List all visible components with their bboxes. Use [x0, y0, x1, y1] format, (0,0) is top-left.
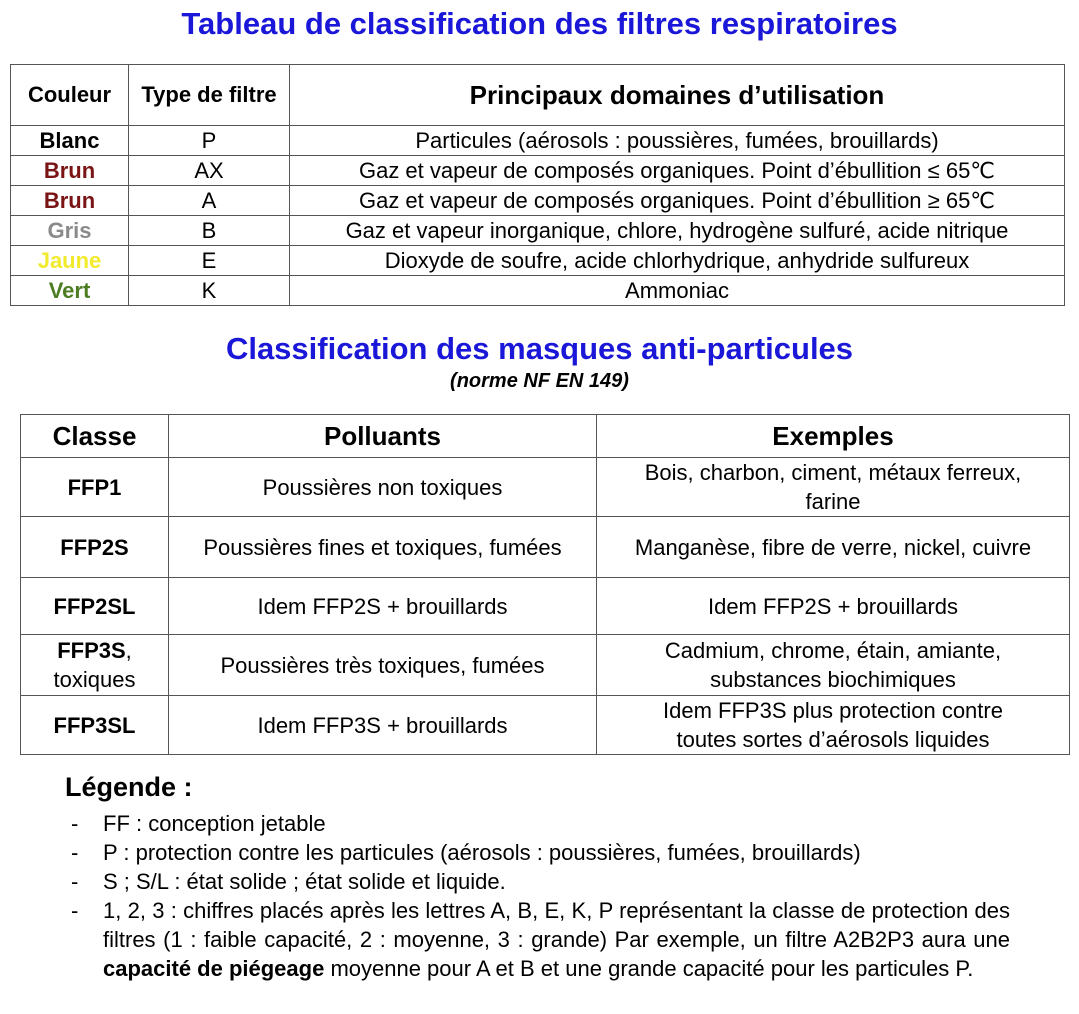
header-color: Couleur: [11, 65, 129, 126]
legend: [65, 772, 1010, 983]
mask-classification-table: [20, 414, 1070, 755]
filter-type: P: [129, 126, 290, 156]
mask-class: [21, 517, 169, 578]
filter-type: AX: [129, 156, 290, 186]
legend-dash: -: [71, 869, 79, 894]
table-row: [21, 635, 1070, 696]
mask-examples: [597, 458, 1070, 517]
filter-color: Brun: [11, 156, 129, 186]
mask-examples-line: Manganèse, fibre de verre, nickel, cuivre: [634, 534, 1032, 560]
section-subtitle: (norme NF EN 149): [450, 370, 629, 392]
legend-list: [65, 809, 1010, 983]
main-title: Tableau de classification des filtres respiratoires: [181, 6, 898, 41]
filter-color: Blanc: [11, 126, 129, 156]
filter-domain: Gaz et vapeur inorganique, chlore, hydrogène sulfuré, acide nitrique: [290, 216, 1065, 246]
legend-item: [65, 867, 1010, 896]
mask-pollutants: Poussières non toxiques: [169, 458, 597, 517]
filter-type: E: [129, 246, 290, 276]
filter-color: Vert: [11, 276, 129, 306]
mask-pollutants: Poussières fines et toxiques, fumées: [169, 517, 597, 578]
mask-class-code: FFP2S: [60, 534, 129, 560]
mask-examples: [597, 578, 1070, 635]
legend-title: Légende :: [65, 772, 193, 802]
mask-class-code: FFP3S: [57, 638, 126, 663]
section-title: Classification des masques anti-particules: [225, 331, 854, 366]
header-filter-type: Type de filtre: [129, 65, 290, 126]
mask-class: [21, 578, 169, 635]
legend-item: [65, 838, 1010, 867]
filter-domain: Gaz et vapeur de composés organiques. Point d’ébullition ≥ 65℃: [290, 186, 1065, 216]
mask-class: [21, 458, 169, 517]
mask-class-code: FFP1: [67, 474, 122, 500]
mask-examples: [597, 635, 1070, 696]
legend-item: [65, 809, 1010, 838]
filter-classification-table: [10, 64, 1065, 306]
filter-color: Jaune: [11, 246, 129, 276]
table-row: [21, 696, 1070, 755]
mask-examples-line: Idem FFP2S + brouillards: [707, 593, 959, 619]
filter-domain: Particules (aérosols : poussières, fumées, brouillards): [290, 126, 1065, 156]
filter-domain: Ammoniac: [290, 276, 1065, 306]
mask-examples: [597, 696, 1070, 755]
legend-item-text: 1, 2, 3 : chiffres placés après les lettres A, B, E, K, P représentant la classe de protection des filtres (1 : faible capacité, 2 : moyenne, 3 : grande) Par exemple, un filtre A2B2P3 aura une: [103, 898, 1010, 952]
mask-pollutants: Idem FFP2S + brouillards: [169, 578, 597, 635]
mask-class: [21, 696, 169, 755]
mask-class-code: FFP3SL: [53, 712, 136, 738]
mask-examples-line: farine: [805, 489, 861, 514]
header-exemples: Exemples: [597, 415, 1070, 458]
filter-type: A: [129, 186, 290, 216]
mask-examples-line: Cadmium, chrome, étain, amiante,: [664, 638, 1002, 663]
legend-dash: -: [71, 840, 79, 865]
mask-class: FFP3S, toxiques: [21, 635, 169, 696]
filter-type: K: [129, 276, 290, 306]
filter-color: Gris: [11, 216, 129, 246]
legend-item-text: P : protection contre les particules (aérosols : poussières, fumées, brouillards): [103, 840, 861, 865]
mask-examples: [597, 517, 1070, 578]
table-row: [11, 186, 1065, 216]
table-row: [21, 458, 1070, 517]
legend-item-text: moyenne pour A et B et une grande capacité pour les particules P.: [324, 956, 974, 981]
legend-item: [65, 896, 1010, 983]
legend-bold-text: capacité de piégeage: [103, 956, 325, 981]
table-header-row: [11, 65, 1065, 126]
legend-dash: -: [71, 898, 79, 923]
table-row: [11, 216, 1065, 246]
table-row: [21, 517, 1070, 578]
legend-dash: -: [71, 811, 79, 836]
filter-type: B: [129, 216, 290, 246]
filter-color: Brun: [11, 186, 129, 216]
filter-domain: Dioxyde de soufre, acide chlorhydrique, anhydride sulfureux: [290, 246, 1065, 276]
mask-class-note: toxiques: [53, 667, 136, 692]
mask-examples-line: Idem FFP3S plus protection contre: [663, 698, 1003, 723]
filter-domain: Gaz et vapeur de composés organiques. Point d’ébullition ≤ 65℃: [290, 156, 1065, 186]
mask-pollutants: Poussières très toxiques, fumées: [169, 635, 597, 696]
header-classe: Classe: [21, 415, 169, 458]
header-domains: Principaux domaines d’utilisation: [290, 65, 1065, 126]
table-row: [11, 156, 1065, 186]
legend-item-text: FF : conception jetable: [103, 811, 326, 836]
table-row: [11, 246, 1065, 276]
table-header-row: [21, 415, 1070, 458]
table-row: [21, 578, 1070, 635]
legend-item-text: S ; S/L : état solide ; état solide et liquide.: [103, 869, 506, 894]
header-polluants: Polluants: [169, 415, 597, 458]
mask-examples-line: Bois, charbon, ciment, métaux ferreux,: [644, 460, 1022, 485]
mask-examples-line: toutes sortes d’aérosols liquides: [676, 727, 990, 752]
table-row: [11, 126, 1065, 156]
mask-pollutants: Idem FFP3S + brouillards: [169, 696, 597, 755]
mask-class-code: FFP2SL: [53, 593, 136, 619]
table-row: [11, 276, 1065, 306]
mask-examples-line: substances biochimiques: [710, 667, 956, 692]
